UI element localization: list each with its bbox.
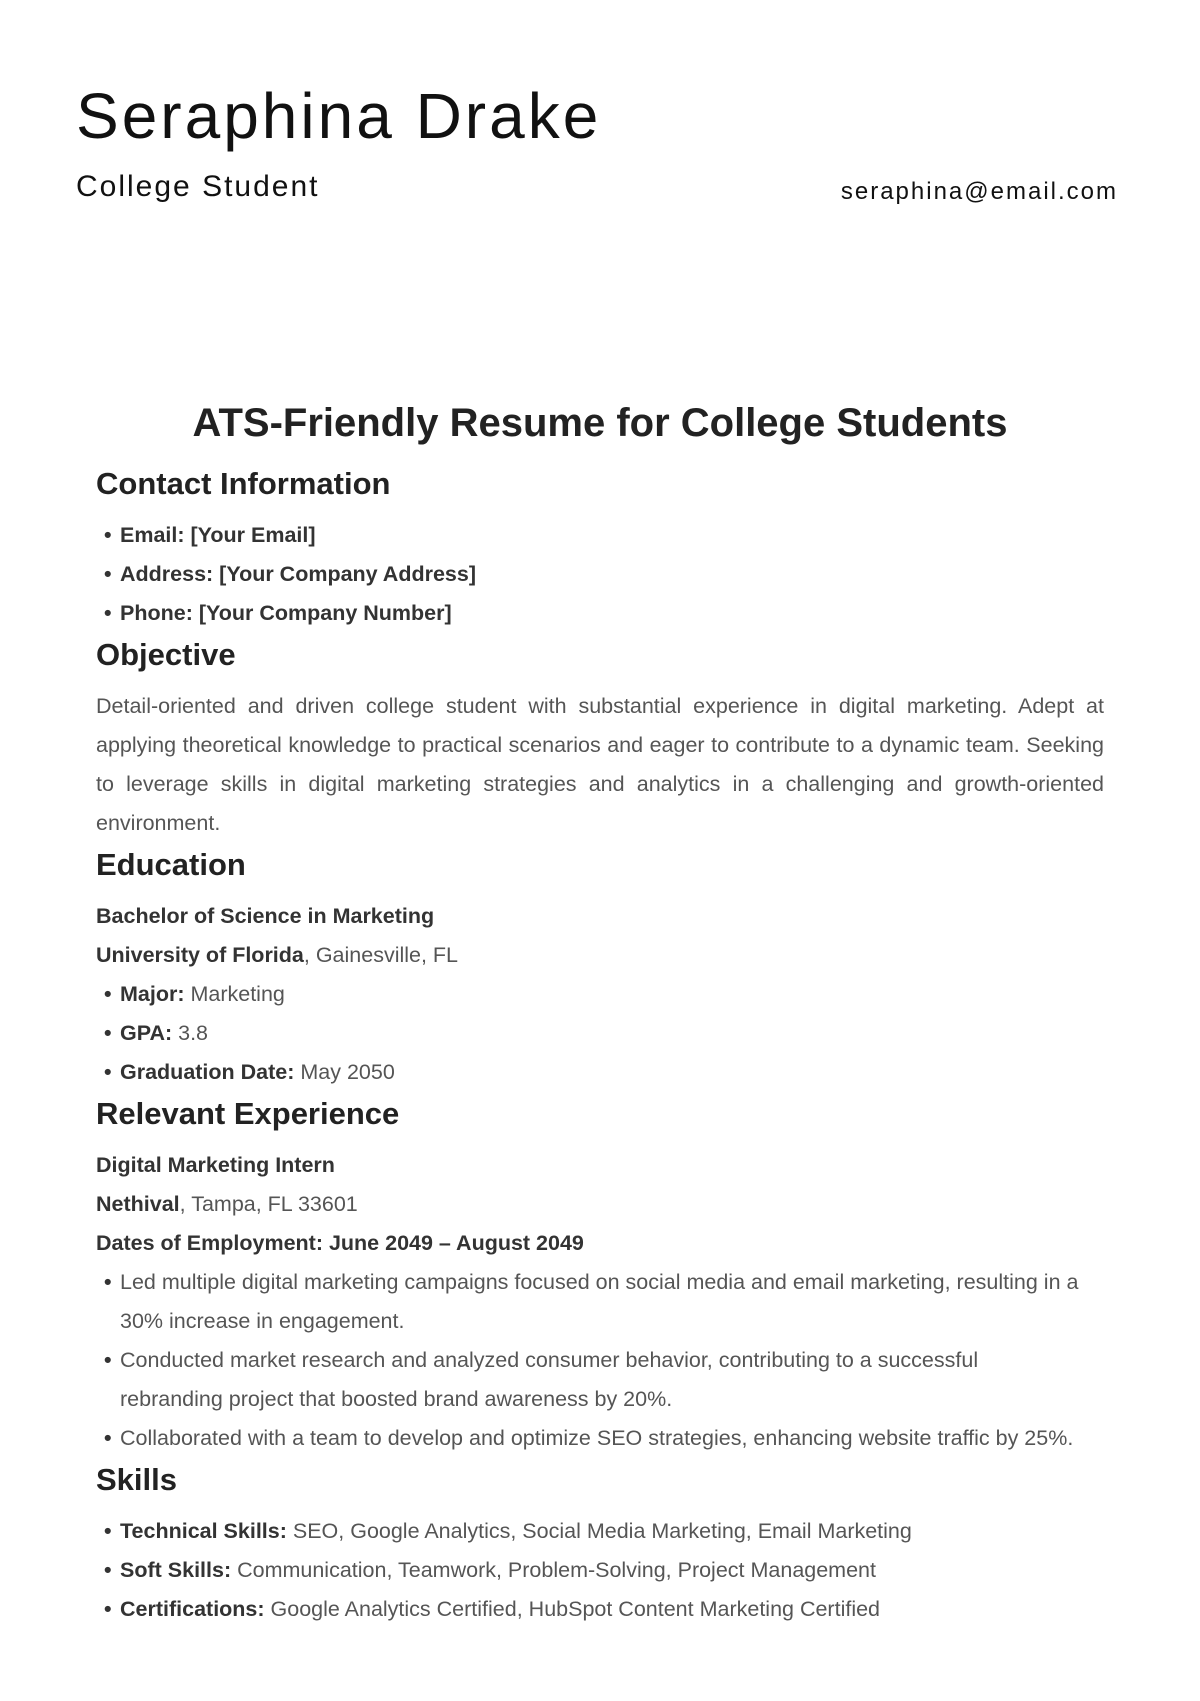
company-line: [96, 1185, 1104, 1224]
candidate-name: Seraphina Drake: [76, 80, 602, 152]
school-location: , Gainesville, FL: [303, 943, 459, 967]
resume-body: [96, 396, 1104, 1629]
list-item: [96, 975, 1104, 1014]
skill-value: Google Analytics Certified, HubSpot Content Marketing Certified: [264, 1597, 881, 1621]
list-item: [96, 1590, 1104, 1629]
contact-phone: • Phone: [Your Company Number]: [96, 594, 1104, 633]
skill-label: Technical Skills:: [120, 1519, 287, 1543]
experience-section: [96, 1092, 1104, 1458]
skill-label: Certifications:: [120, 1597, 265, 1621]
list-item: [96, 1551, 1104, 1590]
detail-label: Major:: [120, 982, 185, 1006]
detail-label: GPA:: [120, 1021, 173, 1045]
skill-value: Communication, Teamwork, Problem-Solving, Project Management: [231, 1558, 876, 1582]
list-item: • Collaborated with a team to develop and optimize SEO strategies, enhancing website traffic by 25%.: [96, 1419, 1104, 1458]
contact-heading: Contact Information: [96, 466, 391, 501]
contact-email: • Email: [Your Email]: [96, 516, 1104, 555]
objective-text: Detail-oriented and driven college student with substantial experience in digital marketing. Adept at applying theoretical knowledge to practical scenarios and eager to contribute to a dynamic team. Seeking to leverage skills in digital marketing strategies and analytics in a challenging and growth-oriented environment.: [96, 694, 1104, 835]
school-line: [96, 936, 1104, 975]
contact-section: [96, 462, 1104, 633]
skills-heading: Skills: [96, 1462, 177, 1497]
detail-value: Marketing: [184, 982, 285, 1006]
degree: Bachelor of Science in Marketing: [96, 904, 435, 928]
skills-section: [96, 1458, 1104, 1629]
candidate-email[interactable]: seraphina@email.com: [840, 178, 1118, 205]
document-title: ATS-Friendly Resume for College Students: [192, 401, 1008, 445]
detail-value: 3.8: [172, 1021, 209, 1045]
skill-label: Soft Skills:: [120, 1558, 232, 1582]
education-heading: Education: [96, 847, 246, 882]
list-item: [96, 1053, 1104, 1092]
contact-address: • Address: [Your Company Address]: [96, 555, 1104, 594]
list-item: [96, 1512, 1104, 1551]
employment-dates: Dates of Employment: June 2049 – August 2049: [96, 1231, 584, 1255]
objective-section: [96, 633, 1104, 843]
company-location: , Tampa, FL 33601: [179, 1192, 358, 1216]
school-name: University of Florida: [96, 943, 304, 967]
list-item: [96, 1014, 1104, 1053]
education-section: [96, 843, 1104, 1092]
skill-value: SEO, Google Analytics, Social Media Marketing, Email Marketing: [286, 1519, 912, 1543]
position-title: Digital Marketing Intern: [96, 1153, 335, 1177]
experience-heading: Relevant Experience: [96, 1096, 400, 1131]
list-item: • Conducted market research and analyzed consumer behavior, contributing to a successful rebranding project that boosted brand awareness by 20%.: [96, 1341, 1104, 1419]
objective-heading: Objective: [96, 637, 236, 672]
education-details: [96, 975, 1104, 1092]
detail-value: May 2050: [294, 1060, 395, 1084]
skills-list: [96, 1512, 1104, 1629]
candidate-role: College Student: [76, 170, 320, 203]
contact-list: [96, 516, 1104, 633]
list-item: • Led multiple digital marketing campaigns focused on social media and email marketing, resulting in a 30% increase in engagement.: [96, 1263, 1104, 1341]
company-name: Nethival: [96, 1192, 180, 1216]
detail-label: Graduation Date:: [120, 1060, 295, 1084]
experience-bullets: [96, 1263, 1104, 1458]
